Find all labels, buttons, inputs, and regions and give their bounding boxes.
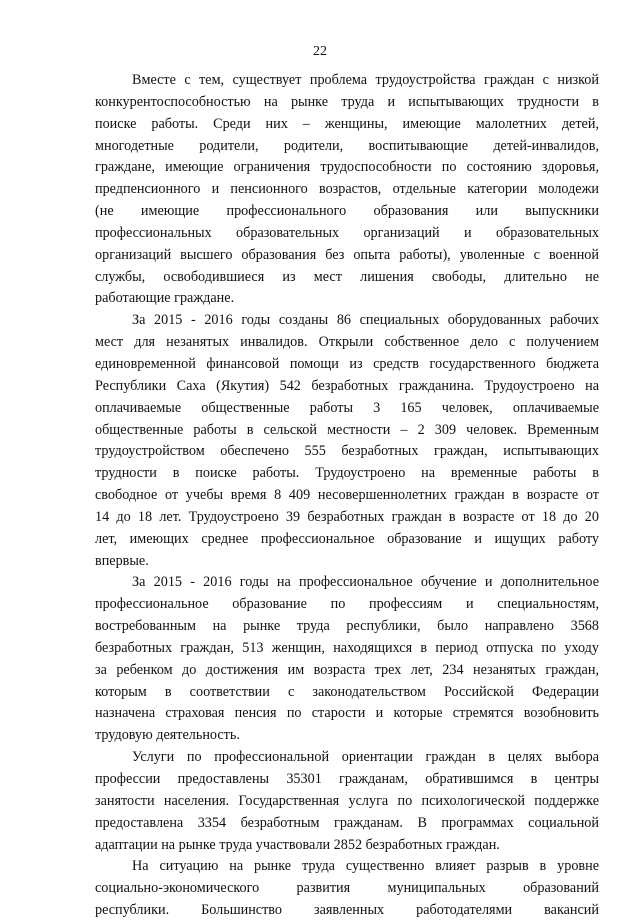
text-line: впервые. <box>95 552 149 569</box>
text-line: за ребенком до достижения им возраста трех лет, 234 незанятых граждан, <box>95 661 599 678</box>
text-line: востребованным на рынке труда республики, было направлено 3568 <box>95 618 599 635</box>
text-line: поиске работы. Среди них – женщины, имеющие малолетних детей, <box>95 115 599 132</box>
paragraph <box>95 572 599 747</box>
text-line: конкурентоспособностью на рынке труда и испытывающих трудности в <box>95 93 599 110</box>
text-line: Республики Саха (Якутия) 542 безработных гражданина. Трудоустроено на <box>95 377 599 394</box>
text-line: 14 до 18 лет. Трудоустроено 39 безработных граждан в возрасте от 18 до 20 <box>95 508 599 525</box>
text-line: работающие граждане. <box>95 290 235 307</box>
text-line: профессиональное образование по профессиям и специальностям, <box>95 596 599 613</box>
text-line: мест для незанятых инвалидов. Открыли собственное дело с получением <box>95 334 599 351</box>
text-line: которым в соответствии с законодательством Российской Федерации <box>95 683 599 700</box>
text-line: безработных граждан, 513 женщин, находящихся в период отпуска по уходу <box>95 639 599 656</box>
paragraph <box>95 70 599 310</box>
text-line: республики. Большинство заявленных работодателями вакансий <box>95 902 599 919</box>
text-line: общественные работы в сельской местности – 2 309 человек. Временным <box>95 421 599 438</box>
body-text <box>95 70 599 922</box>
text-line: Услуги по профессиональной ориентации граждан в целях выбора <box>132 749 599 766</box>
text-line: предоставлена 3354 безработным гражданам. В программах социальной <box>95 814 599 831</box>
text-line: организаций высшего образования без опыта работы), уволенные с военной <box>95 246 599 263</box>
text-line: адаптации на рынке труда участвовали 2852 безработных граждан. <box>95 836 500 853</box>
text-line: службы, освободившиеся из мест лишения свободы, длительно не <box>95 268 599 285</box>
text-line: трудоустройством обеспечено 555 безработных граждан, испытывающих <box>95 443 599 460</box>
text-line: социально-экономического развития муниципальных образований <box>95 880 599 897</box>
text-line: граждане, имеющие ограничения трудоспособности по состоянию здоровья, <box>95 159 599 176</box>
text-line: профессиональных образовательных организаций и образовательных <box>95 224 599 241</box>
text-line: назначена страховая пенсия по старости и которые стремятся возобновить <box>95 705 599 722</box>
paragraph <box>95 856 599 922</box>
paragraph <box>95 747 599 856</box>
text-line: занятости населения. Государственная услуга по психологической поддержке <box>95 792 599 809</box>
text-line: свободное от учебы время 8 409 несовершеннолетних граждан в возрасте от <box>95 487 599 504</box>
text-line: трудовую деятельность. <box>95 727 240 744</box>
text-line: профессии предоставлены 35301 гражданам, обратившимся в центры <box>95 771 599 787</box>
text-line: трудности в поиске работы. Трудоустроено на временные работы в <box>95 465 599 482</box>
text-line: единовременной финансовой помощи из средств государственного бюджета <box>95 355 599 372</box>
text-line: За 2015 - 2016 годы на профессиональное обучение и дополнительное <box>132 574 599 591</box>
page-number: 22 <box>313 44 327 59</box>
text-line: (не имеющие профессионального образования или выпускники <box>95 203 599 220</box>
text-line: На ситуацию на рынке труда существенно влияет разрыв в уровне <box>132 858 599 875</box>
text-line: оплачиваемые общественные работы 3 165 человек, оплачиваемые <box>95 399 599 416</box>
text-line: предпенсионного и пенсионного возрастов, отдельные категории молодежи <box>95 181 599 198</box>
paragraph <box>95 310 599 572</box>
text-line: многодетные родители, родители, воспитывающие детей-инвалидов, <box>95 137 599 154</box>
text-line: лет, имеющих среднее профессиональное образование и ищущих работу <box>95 530 599 547</box>
text-line: Вместе с тем, существует проблема трудоустройства граждан с низкой <box>132 72 599 88</box>
text-line: За 2015 - 2016 годы созданы 86 специальных оборудованных рабочих <box>132 312 599 329</box>
